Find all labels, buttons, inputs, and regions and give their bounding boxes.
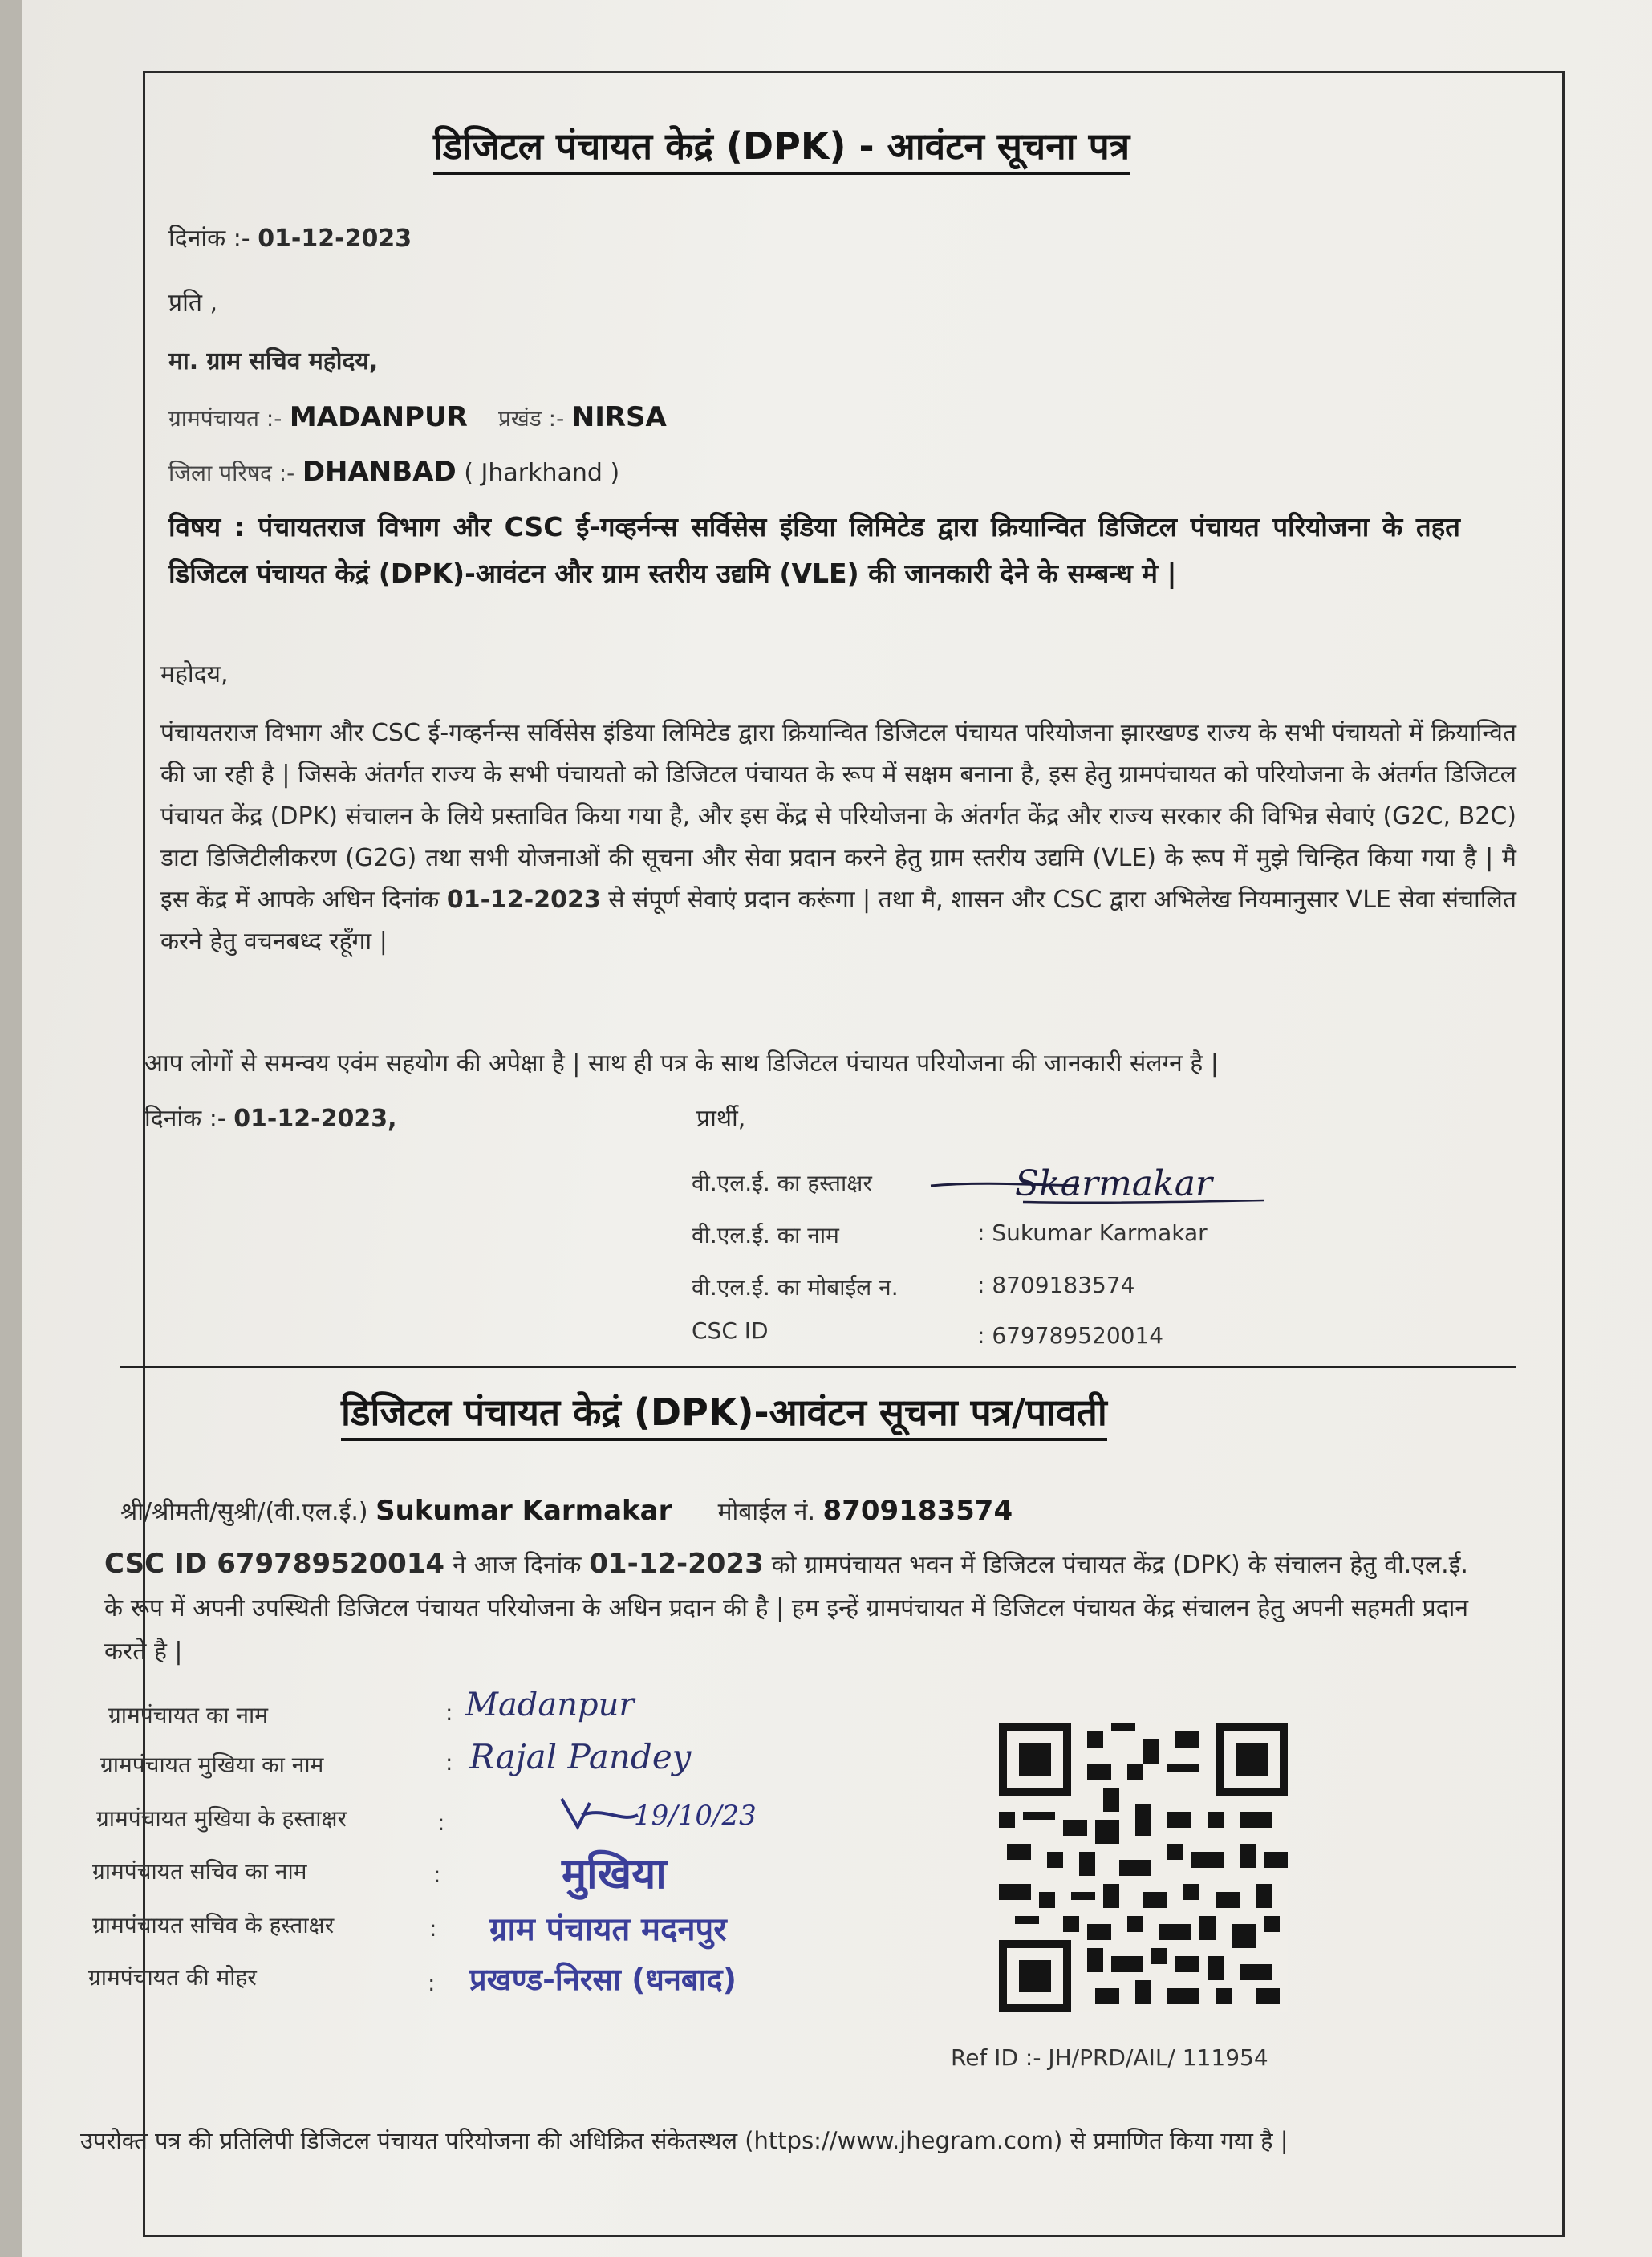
district-line [168, 456, 619, 488]
subject: विषय : पंचायतराज विभाग और CSC ई-गव्हर्नन्स सर्विसेस इंडिया लिमिटेड द्वारा क्रियान्वित डिजिटल पंचायत परियोजना के तहत डिजिटल पंचायत केद्रं (DPK)-आवंटन और ग्राम स्तरीय उद्यमि (VLE) की जानकारी देने के सम्बन्ध मे | [168, 511, 1460, 589]
receipt-csc-lead: CSC ID 679789520014 [104, 1548, 445, 1580]
field-mukhiya-sign-label: ग्रामपंचायत मुखिया के हस्ताक्षर [96, 1805, 347, 1832]
csc-id-label: CSC ID [692, 1317, 769, 1344]
field-secretary-name-label: ग्रामपंचायत सचिव का नाम [92, 1858, 307, 1885]
csc-id-value: : 679789520014 [977, 1322, 1164, 1349]
stamp-line-1: मुखिया [562, 1850, 667, 1898]
signature-text: Skarmakar [1015, 1163, 1212, 1204]
stamp-line-3: प्रखण्ड-निरसा (धनबाद) [469, 1962, 737, 1997]
vle-name-label: वी.एल.ई. का नाम [692, 1222, 839, 1248]
receipt-paragraph [104, 1542, 1468, 1674]
vle-mobile-value: : 8709183574 [977, 1272, 1135, 1298]
handwritten-mukhiya-name: Rajal Pandey [469, 1737, 692, 1776]
field-mukhiya-name-colon: : [445, 1749, 453, 1776]
body-text-1: पंचायतराज विभाग और CSC ई-गव्हर्नन्स सर्विसेस इंडिया लिमिटेड द्वारा क्रियान्वित डिजिटल पंचायत परियोजना झारखण्ड राज्य के सभी पंचायतो में क्रियान्वित की जा रही है | जिसके अंतर्गत राज्य के सभी पंचायतो को डिजिटल पंचायत के रूप में सक्षम बनाना है, इस हेतु ग्रामपंचायत को परियोजना के अंतर्गत डिजिटल पंचायत केंद्र (DPK) संचालन के लिये प्रस्तावित किया गया है, और इस केंद्र से परियोजना के अंतर्गत केंद्र और राज्य सरकार की विभिन्न सेवाएं (G2C, B2C) डाटा डिजिटीलीकरण (G2G) तथा सभी योजनाओं की सूचना और सेवा प्रदान करने हेतु ग्राम स्तरीय उद्यमि (VLE) के रूप में मुझे चिन्हित किया गया है | मै इस केंद्र में आपके अधिन दिनांक [160, 719, 1516, 914]
field-secretary-sign-colon: : [429, 1915, 437, 1942]
field-seal-label: ग्रामपंचायत की मोहर [88, 1964, 257, 1991]
receipt-prefix: श्री/श्रीमती/सुश्री/(वी.एल.ई.) [120, 1498, 368, 1526]
block-value: NIRSA [571, 401, 667, 433]
gp-value: MADANPUR [289, 401, 468, 433]
block-label: प्रखंड :- [497, 405, 565, 432]
vle-sign-label: वी.एल.ई. का हस्ताक्षर [692, 1170, 872, 1196]
mukhiya-signature-date: 19/10/23 [634, 1800, 757, 1832]
qr-code [999, 1723, 1288, 2012]
salutation: महोदय, [160, 660, 229, 688]
date2-value: 01-12-2023, [233, 1105, 397, 1133]
vle-name-value: : Sukumar Karmakar [977, 1220, 1208, 1246]
body-text-1-rest: से संपूर्ण सेवाएं प्रदान करूंगा | तथा मै, शासन और CSC द्वारा अभिलेख नियमानुसार VLE सेवा संचालित करने हेतु वचनबध्द रहूँगा | [160, 886, 1516, 956]
date-label: दिनांक :- [168, 225, 250, 253]
field-secretary-sign-label: ग्रामपंचायत सचिव के हस्ताक्षर [92, 1912, 335, 1938]
mukhiya-signature [558, 1791, 782, 1839]
field-seal-colon: : [428, 1970, 436, 1996]
receipt-text-1: ने आज दिनांक [452, 1551, 582, 1579]
applicant: प्रार्थी, [696, 1105, 746, 1133]
receipt-name-line [120, 1494, 1013, 1527]
field-mukhiya-sign-colon: : [437, 1809, 445, 1836]
body-paragraph-1 [160, 712, 1516, 963]
addressee: मा. ग्राम सचिव महोदय, [168, 347, 379, 375]
receipt-mobile-value: 8709183574 [822, 1495, 1013, 1527]
section-divider [120, 1366, 1516, 1368]
document-border [143, 71, 1565, 2237]
field-gp-name-label: ग्रामपंचायत का नाम [108, 1702, 269, 1728]
date2-label: दिनांक :- [144, 1105, 226, 1133]
district-label: जिला परिषद :- [168, 460, 295, 486]
handwritten-gp-name: Madanpur [465, 1687, 635, 1723]
vle-signature [927, 1154, 1272, 1218]
letter-title: डिजिटल पंचायत केद्रं (DPK) - आवंटन सूचना पत्र [433, 120, 1130, 175]
receipt-title: डिजिटल पंचायत केद्रं (DPK)-आवंटन सूचना पत्र/पावती [341, 1386, 1107, 1441]
field-mukhiya-name-label: ग्रामपंचायत मुखिया का नाम [100, 1752, 324, 1778]
date-value: 01-12-2023 [258, 225, 412, 253]
body-paragraph-2: आप लोगों से समन्वय एवंम सहयोग की अपेक्षा है | साथ ही पत्र के साथ डिजिटल पंचायत परियोजना की जानकारी संलग्न है | [144, 1049, 1219, 1078]
district-value: DHANBAD [302, 456, 457, 488]
receipt-text-2: को ग्रामपंचायत भवन में डिजिटल पंचायत केंद्र (DPK) के संचालन हेतु वी.एल.ई. के रूप में अपनी उपस्थिती डिजिटल पंचायत परियोजना के अधिन प्रदान की है | हम इन्हें ग्रामपंचायत में डिजिटल पंचायत केंद्र संचालन हेतु अपनी सहमती प्रदान करते है | [104, 1551, 1468, 1666]
body-date: 01-12-2023 [446, 886, 601, 914]
gp-block-line [168, 401, 667, 433]
receipt-name: Sukumar Karmakar [375, 1495, 672, 1527]
date-line [168, 221, 412, 254]
field-secretary-name-colon: : [433, 1861, 441, 1888]
vle-mobile-label: वी.एल.ई. का मोबाईल न. [692, 1274, 899, 1301]
receipt-date: 01-12-2023 [589, 1548, 764, 1580]
to-line: प्रति , [168, 289, 218, 317]
date2-line [144, 1101, 396, 1134]
footer-note: उपरोक्त पत्र की प्रतिलिपी डिजिटल पंचायत परियोजना की अधिक्रित संकेतस्थल (https://www.jhegram.com) से प्रमाणित किया गया है | [80, 2127, 1289, 2154]
stamp-line-2: ग्राम पंचायत मदनपुर [489, 1911, 727, 1948]
field-gp-name-colon: : [445, 1699, 453, 1726]
state-value: ( Jharkhand ) [464, 459, 620, 487]
gp-label: ग्रामपंचायत :- [168, 405, 282, 432]
receipt-mobile-label: मोबाईल नं. [717, 1498, 815, 1526]
ref-id: Ref ID :- JH/PRD/AIL/ 111954 [951, 2044, 1268, 2071]
